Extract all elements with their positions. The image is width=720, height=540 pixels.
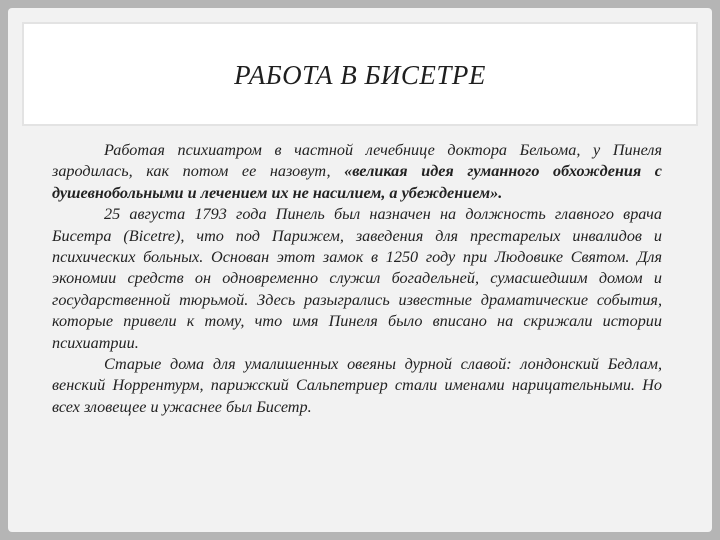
title-box bbox=[22, 22, 698, 126]
slide-body bbox=[52, 140, 662, 418]
slide-title: РАБОТА В БИСЕТРЕ bbox=[234, 60, 486, 90]
paragraph-1-text: Работая психиатром в частной лечебнице доктора Бельома, у Пинеля зародилась, как потом ее назовут, bbox=[52, 141, 662, 181]
paragraph-1 bbox=[52, 140, 662, 204]
paragraph-3: Старые дома для умалишенных овеяны дурной славой: лондонский Бедлам, венский Норрентурм, парижский Сальпетриер стали именами нарицательными. Но всех зловещее и ужаснее был Бисетр. bbox=[52, 355, 662, 416]
paragraph-1-bold-quote: «великая идея гуманного обхождения с душевнобольными и лечением их не насилием, а убеждением». bbox=[52, 162, 662, 202]
paragraph-2: 25 августа 1793 года Пинель был назначен на должность главного врача Бисетра (Bicetre), что под Парижем, заведения для престарелых инвалидов и психических больных. Основан этот замок в 1250 году при Людовике Святом. Для экономии средств он одновременно служил богадельней, сумасшедшим домом и государственной тюрьмой. Здесь разыгрались известные драматические события, которые привели к тому, что имя Пинеля было вписано на скрижали истории психиатрии. bbox=[52, 205, 662, 352]
